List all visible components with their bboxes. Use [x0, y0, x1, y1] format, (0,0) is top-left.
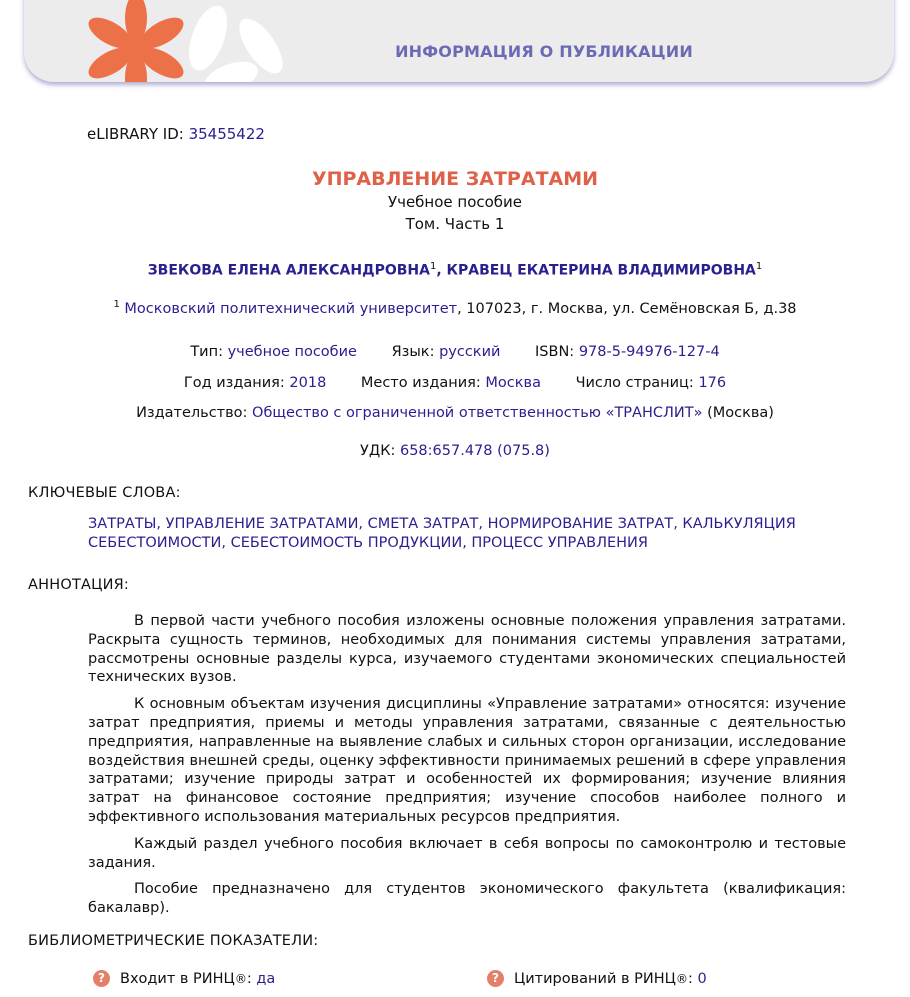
isbn-label: ISBN:	[535, 344, 575, 360]
pages-label: Число страниц:	[575, 375, 694, 391]
year-value: 2018	[289, 375, 327, 391]
help-icon[interactable]: ?	[487, 970, 504, 987]
author-affiliation-mark: 1	[429, 261, 437, 272]
citations-colon: :	[687, 970, 698, 987]
keywords-heading: КЛЮЧЕВЫЕ СЛОВА:	[28, 485, 181, 501]
bibliometrics-heading: БИБЛИОМЕТРИЧЕСКИЕ ПОКАЗАТЕЛИ:	[28, 933, 319, 949]
language-label: Язык:	[391, 344, 435, 360]
page-header	[24, 0, 894, 82]
author-link[interactable]: КРАВЕЦ ЕКАТЕРИНА ВЛАДИМИРОВНА	[446, 262, 756, 279]
author-link[interactable]: ЗВЕКОВА ЕЛЕНА АЛЕКСАНДРОВНА	[147, 262, 430, 279]
annotation-paragraph: Пособие предназначено для студентов экономического факультета (квалификация: бакалавр).	[88, 881, 846, 917]
keywords-list: ЗАТРАТЫ, УПРАВЛЕНИЕ ЗАТРАТАМИ, СМЕТА ЗАТРАТ, НОРМИРОВАНИЕ ЗАТРАТ, КАЛЬКУЛЯЦИЯ СЕБЕСТОИМОСТИ, СЕБЕСТОИМОСТЬ ПРОДУКЦИИ, ПРОЦЕСС УПРАВЛЕНИЯ	[88, 516, 796, 551]
keyword-link[interactable]: НОРМИРОВАНИЕ ЗАТРАТ	[487, 516, 674, 532]
publication-volume: Том. Часть 1	[405, 215, 505, 233]
details-row-udk	[0, 443, 910, 459]
author-separator: ,	[436, 262, 447, 279]
annotation-paragraph: В первой части учебного пособия изложены основные положения управления затратами. Раскрыта сущность терминов, необходимых для понимания системы управления затратами, рассмотрены основные разделы курса, изучаемого студентами экономических специальностей технических вузов.	[88, 613, 846, 686]
publication-subtitle: Учебное пособие	[387, 193, 523, 211]
affiliation-line	[0, 299, 910, 317]
citations-value: 0	[697, 970, 707, 987]
annotation-heading: АННОТАЦИЯ:	[28, 577, 129, 593]
keyword-link[interactable]: ПРОЦЕСС УПРАВЛЕНИЯ	[471, 535, 648, 551]
udk-label: УДК:	[360, 443, 396, 459]
rinc-inclusion-metric	[93, 970, 275, 987]
organization-link[interactable]: Московский политехнический университет	[124, 300, 458, 317]
type-value: учебное пособие	[227, 344, 357, 360]
organization-address: , 107023, г. Москва, ул. Семёновская Б, д.38	[457, 300, 797, 317]
udk-value: 658:657.478 (075.8)	[399, 443, 550, 459]
keyword-link[interactable]: СЕБЕСТОИМОСТЬ ПРОДУКЦИИ	[230, 535, 463, 551]
flower-logo-icon	[24, 0, 304, 82]
place-label: Место издания:	[360, 375, 481, 391]
type-label: Тип:	[190, 344, 223, 360]
keyword-link[interactable]: КАЛЬКУЛЯЦИЯ СЕБЕСТОИМОСТИ	[88, 516, 796, 551]
rinc-value: да	[256, 970, 276, 987]
citations-label: Цитирований в РИНЦ	[514, 970, 676, 987]
language-value: русский	[439, 344, 501, 360]
keyword-link[interactable]: УПРАВЛЕНИЕ ЗАТРАТАМИ	[165, 516, 359, 532]
place-value: Москва	[485, 375, 541, 391]
year-label: Год издания:	[183, 375, 285, 391]
keyword-link[interactable]: ЗАТРАТЫ	[88, 516, 157, 532]
details-row-3	[0, 405, 910, 421]
annotation-paragraph: К основным объектам изучения дисциплины «Управление затратами» относятся: изучение затрат предприятия, приемы и методы управления затратами, связанные с деятельностью предприятия, направленные на выявление слабых и сильных сторон организации, исследование воздействия внешней среды, оценку эффективности принимаемых решений в сфере управления затратами; изучение природы затрат и особенностей их формирования; изучение влияния затрат на финансовое состояние предприятия; изучение способов наиболее полного и эффективного использования материальных ресурсов предприятия.	[88, 696, 846, 825]
rinc-label: Входит в РИНЦ	[120, 970, 235, 987]
rinc-citations-metric	[487, 970, 707, 987]
authors-line	[0, 261, 910, 279]
publication-title: УПРАВЛЕНИЕ ЗАТРАТАМИ	[311, 168, 599, 190]
isbn-value: 978-5-94976-127-4	[578, 344, 720, 360]
rinc-colon: :	[246, 970, 257, 987]
registered-mark: ®	[675, 971, 688, 986]
publisher-link[interactable]: Общество с ограниченной ответственностью «ТРАНСЛИТ»	[252, 405, 703, 421]
details-row-1	[0, 344, 910, 360]
elibrary-id	[87, 125, 265, 143]
page-header-title: ИНФОРМАЦИЯ О ПУБЛИКАЦИИ	[395, 42, 693, 61]
details-row-2	[0, 375, 910, 391]
author-affiliation-mark: 1	[755, 261, 763, 272]
registered-mark: ®	[234, 971, 247, 986]
annotation-text	[88, 612, 846, 926]
annotation-paragraph: Каждый раздел учебного пособия включает в себя вопросы по самоконтролю и тестовые задания.	[88, 835, 846, 871]
publisher-label: Издательство:	[136, 405, 248, 421]
publisher-city: (Москва)	[702, 405, 774, 421]
pages-value: 176	[698, 375, 727, 391]
help-icon[interactable]: ?	[93, 970, 110, 987]
keyword-link[interactable]: СМЕТА ЗАТРАТ	[367, 516, 479, 532]
elibrary-id-label: eLIBRARY ID:	[87, 125, 184, 143]
affiliation-mark: 1	[113, 299, 120, 310]
elibrary-id-value: 35455422	[188, 125, 265, 143]
